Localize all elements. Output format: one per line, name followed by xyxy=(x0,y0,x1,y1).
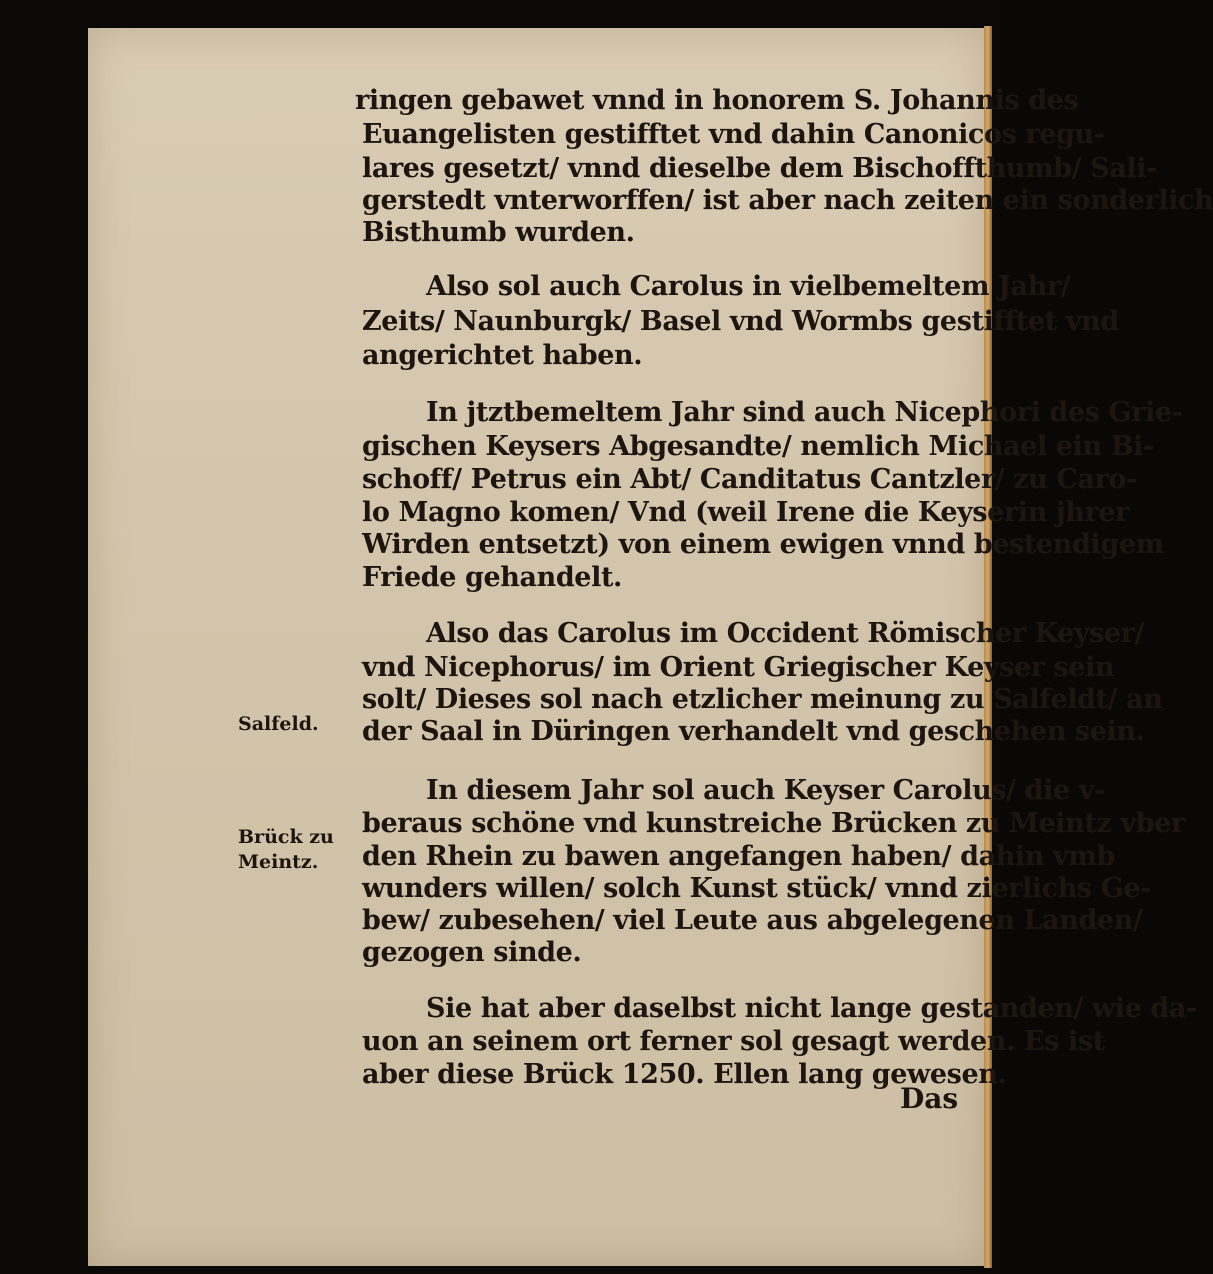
text-line: Also das Carolus im Occident Römischer Keyser/ xyxy=(426,618,1145,649)
text-line: Euangelisten gestifftet vnd dahin Canonicos regu- xyxy=(362,119,1105,150)
text-line: lo Magno komen/ Vnd (weil Irene die Keyserin jhrer xyxy=(362,497,1129,528)
text-line: Also sol auch Carolus in vielbemeltem Jahr/ xyxy=(426,271,1071,302)
text-line: bew/ zubesehen/ viel Leute aus abgelegenen Landen/ xyxy=(362,905,1143,936)
text-line: schoff/ Petrus ein Abt/ Canditatus Cantzler/ zu Caro- xyxy=(362,464,1137,495)
text-line: gerstedt vnterworffen/ ist aber nach zeiten ein sonderlich xyxy=(362,185,1213,216)
margin-note-meintz: Meintz. xyxy=(238,851,319,873)
margin-note-bruck: Brück zu xyxy=(238,826,334,848)
text-line: den Rhein zu bawen angefangen haben/ dahin vmb xyxy=(362,841,1115,872)
text-line: gischen Keysers Abgesandte/ nemlich Michael ein Bi- xyxy=(362,431,1154,462)
text-line: vnd Nicephorus/ im Orient Griegischer Keyser sein xyxy=(362,652,1115,683)
text-line: Wirden entsetzt) von einem ewigen vnnd bestendigem xyxy=(362,529,1164,560)
margin-note-salfeld: Salfeld. xyxy=(238,713,319,735)
text-line: ringen gebawet vnnd in honorem S. Johannis des xyxy=(355,85,1079,116)
text-line: Bisthumb wurden. xyxy=(362,217,635,248)
text-line: Friede gehandelt. xyxy=(362,562,623,593)
text-line: beraus schöne vnd kunstreiche Brücken zu Meintz vber xyxy=(362,808,1185,839)
text-line: aber diese Brück 1250. Ellen lang gewesen. xyxy=(362,1059,1007,1090)
text-line: angerichtet haben. xyxy=(362,340,643,371)
text-line: der Saal in Düringen verhandelt vnd geschehen sein. xyxy=(362,716,1145,747)
text-line: Sie hat aber daselbst nicht lange gestanden/ wie da- xyxy=(426,993,1197,1024)
text-line: In jtztbemeltem Jahr sind auch Nicephori des Grie- xyxy=(426,397,1183,428)
text-line: lares gesetzt/ vnnd dieselbe dem Bischoffthumb/ Sali- xyxy=(362,153,1157,184)
text-line: In diesem Jahr sol auch Keyser Carolus/ die v- xyxy=(426,775,1105,806)
text-line: Zeits/ Naunburgk/ Basel vnd Wormbs gestifftet vnd xyxy=(362,306,1119,337)
catchword: Das xyxy=(900,1082,959,1115)
text-line: solt/ Dieses sol nach etzlicher meinung zu Salfeldt/ an xyxy=(362,684,1163,715)
text-line: wunders willen/ solch Kunst stück/ vnnd zierlichs Ge- xyxy=(362,873,1151,904)
text-line: gezogen sinde. xyxy=(362,937,582,968)
text-line: uon an seinem ort ferner sol gesagt werden. Es ist xyxy=(362,1026,1105,1057)
